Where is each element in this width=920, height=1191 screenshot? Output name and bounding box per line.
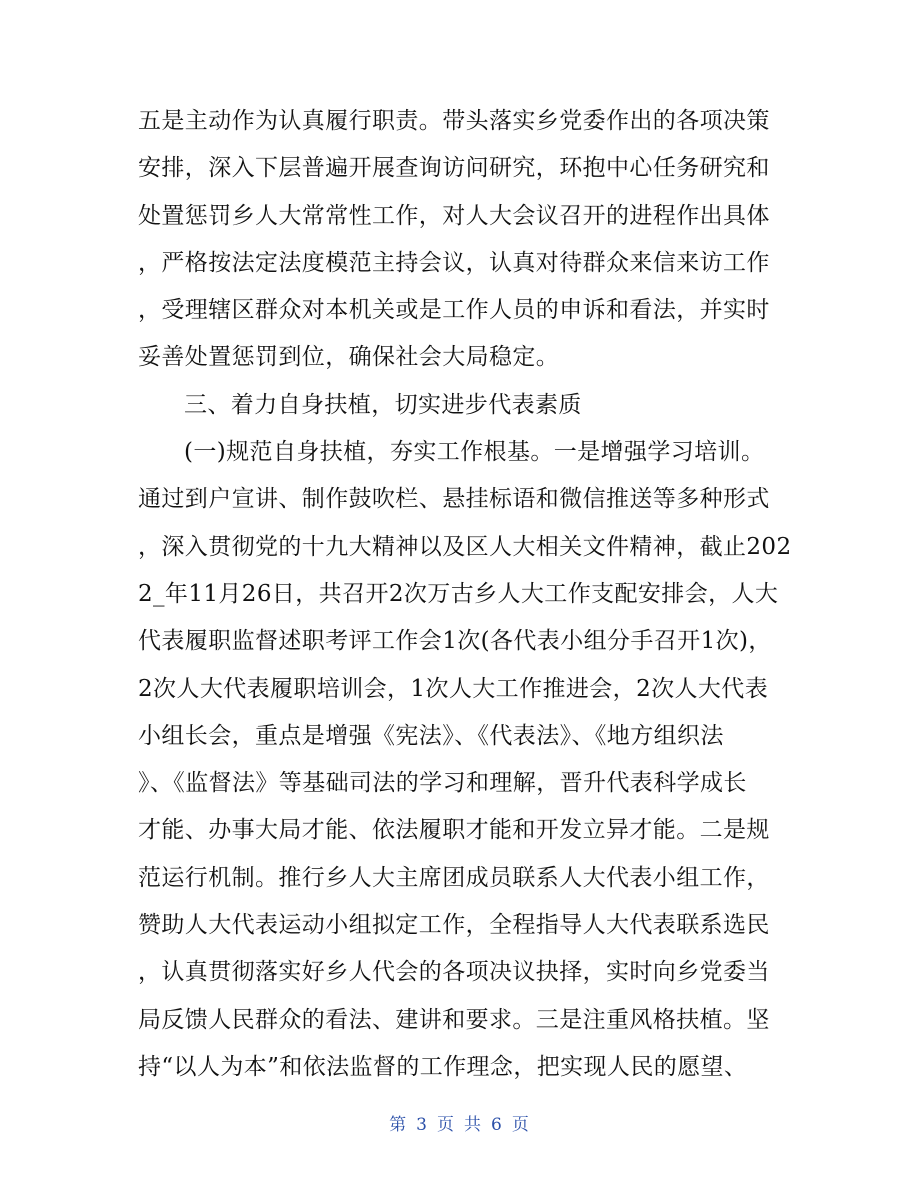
text-line: ，深入贯彻党的十九大精神以及区人大相关文件精神，截止202 <box>138 533 792 560</box>
footer-total-pages: 6 <box>491 1115 504 1135</box>
text-line: 小组长会，重点是增强《宪法》、《代表法》、《地方组织法 <box>138 722 724 749</box>
footer-page-end-label: 页 <box>511 1115 531 1135</box>
text-line: 妥善处置惩罚到位，确保社会大局稳定。 <box>138 344 560 371</box>
text-line: 代表履职监督述职考评工作会1次(各代表小组分手召开1次)， <box>138 628 772 655</box>
text-line: 通过到户宣讲、制作鼓吹栏、悬挂标语和微信推送等多种形式 <box>138 486 770 513</box>
text-line: 处置惩罚乡人大常常性工作，对人大会议召开的进程作出具体 <box>138 202 770 229</box>
text-line: 三、着力自身扶植，切实进步代表素质 <box>184 391 582 418</box>
text-line: ，认真贯彻落实好乡人代会的各项决议抉择，实时向乡党委当 <box>138 959 770 986</box>
text-line: 才能、办事大局才能、依法履职才能和开发立异才能。二是规 <box>138 817 770 844</box>
text-line: ，受理辖区群众对本机关或是工作人员的申诉和看法，并实时 <box>138 297 770 324</box>
text-line: 五是主动作为认真履行职责。带头落实乡党委作出的各项决策 <box>138 108 770 134</box>
footer-total-label: 共 <box>464 1115 483 1135</box>
text-line: 2次人大代表履职培训会，1次人大工作推进会，2次人大代表 <box>138 675 769 702</box>
footer-prefix: 第 <box>389 1115 409 1135</box>
text-line: ，严格按法定法度模范主持会议，认真对待群众来信来访工作 <box>138 249 770 276</box>
text-line: (一)规范自身扶植，夯实工作根基。一是增强学习培训。 <box>184 439 765 466</box>
text-line: 2_年11月26日，共召开2次万古乡人大工作支配安排会，人大 <box>138 580 779 607</box>
text-line: 持“以人为本”和依法监督的工作理念，把实现人民的愿望、 <box>138 1053 748 1080</box>
text-line: 局反馈人民群众的看法、建讲和要求。三是注重风格扶植。坚 <box>138 1006 770 1033</box>
page-footer <box>0 1110 920 1135</box>
text-line: 范运行机制。推行乡人大主席团成员联系人大代表小组工作， <box>138 864 770 891</box>
text-line: 安排，深入下层普遍开展查询访问研究，环抱中心任务研究和 <box>138 155 770 182</box>
footer-current-page: 3 <box>416 1115 429 1135</box>
text-line: 》、《监督法》等基础司法的学习和理解，晋升代表科学成长 <box>138 770 747 797</box>
document-body <box>138 98 798 1091</box>
text-line: 赞助人大代表运动小组拟定工作，全程指导人大代表联系选民 <box>138 912 770 939</box>
footer-page-label: 页 <box>437 1115 456 1135</box>
